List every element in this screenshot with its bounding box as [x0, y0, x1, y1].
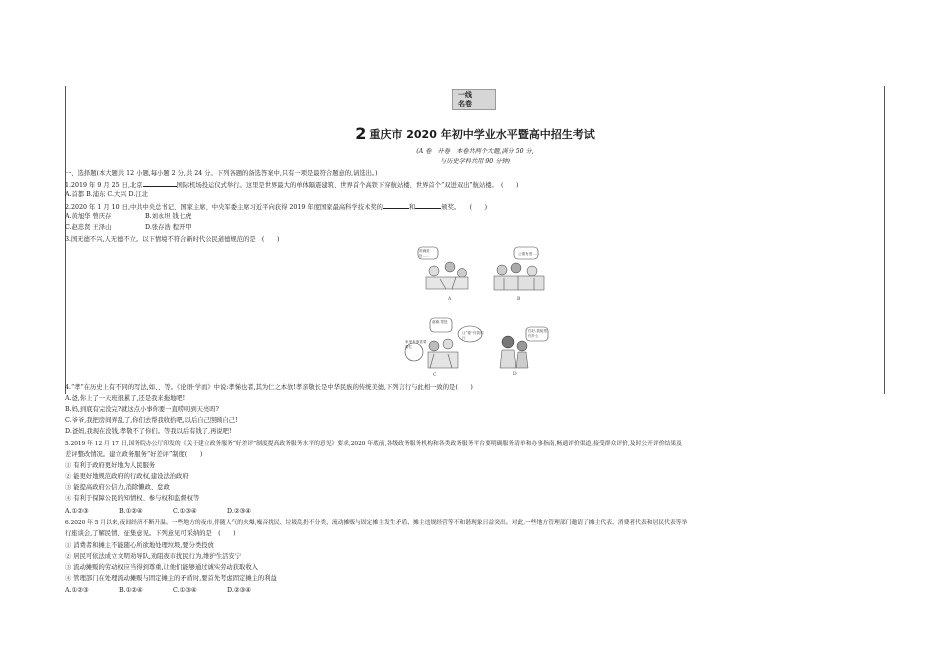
- q3-label-c: C: [433, 373, 437, 378]
- question-5-line-2: 差评整改情况。建立政务服务“好差评”制度( ): [65, 451, 203, 458]
- q2-stem-b: 颁奖。 ( ): [441, 204, 488, 211]
- q6-options: [65, 587, 251, 595]
- badge-line-2: 名卷: [458, 100, 472, 108]
- q4-option-d: D.爸妈,我现在没钱,孝敬不了你们。等我以后有钱了,再说吧!: [65, 428, 232, 435]
- q5-option-c: C.①③④: [173, 508, 197, 515]
- q3-bubble-b: 公德有度……: [518, 252, 540, 256]
- q6-option-b: B.①②④: [119, 587, 143, 594]
- q1-blank: [143, 180, 177, 187]
- q5-statement-1: ① 有利于政府更好地为人民服务: [65, 462, 156, 469]
- q5-option-d: D.②③④: [227, 508, 251, 515]
- q2-option-b: B.刘永坦 钱七虎: [145, 213, 192, 220]
- yixian-mingjuan-badge: [452, 89, 496, 110]
- q6-option-d: D.②③④: [227, 587, 251, 594]
- q3-bubble-c-1: 家里有事需要帮忙: [405, 340, 427, 349]
- q4-option-b: B.妈,到底有完没完?就这点小事你要一直唠叨到天亮吗?: [65, 406, 219, 413]
- q1-stem-b: 国际机场投运仪式举行。这里是世界最大的单体隔震建筑、世界首个高铁下穿航站楼、世界首个“双进双出”航站楼。 ( ): [176, 182, 519, 189]
- q3-label-a: A: [448, 297, 452, 302]
- q4-option-c: C.爷爷,我把房间弄乱了,你们去帮我收拾吧,以后自己照顾自己!: [65, 417, 238, 424]
- q6-statement-4: ④ 管理部门在处理流动摊贩与固定摊主的矛盾时,要首先考虑固定摊主的利益: [65, 575, 277, 582]
- q2-options-row-2: [65, 224, 192, 232]
- paper-number: 2: [355, 124, 367, 143]
- q6-option-c: C.①③④: [173, 587, 197, 594]
- question-5-line-1: 5.2019 年 12 月 17 日,国务院办公厅印发的《关于建立政务服务“好差评”制度提高政务服务水平的意见》要求,2020 年底前,各级政务服务机构和各类政务服务平台要明确服务清单和办事指南,畅通评价渠道,接受群众评价,及时公开评价结果及: [65, 441, 682, 447]
- exam-info-line-1: (A 卷 开卷 本卷共两个大题,满分 50 分,: [416, 148, 534, 155]
- exam-info-line-2: 与历史学科共用 90 分钟): [440, 158, 510, 165]
- q5-options: [65, 508, 251, 516]
- exam-title: [0, 124, 950, 143]
- q3-bubble-a: 准确爱好……: [419, 249, 430, 258]
- q2-option-c: C.赵忠贤 王泽山: [65, 224, 112, 231]
- q6-option-a: A.①②③: [65, 587, 89, 594]
- title-text: 重庆市 2020 年初中学业水平暨高中招生考试: [369, 128, 595, 141]
- question-2: [65, 202, 487, 212]
- q2-stem-mid: 和: [408, 204, 416, 211]
- q3-bubble-d: 你好,我能帮你什么: [528, 329, 548, 338]
- q3-label-d: D: [513, 372, 517, 377]
- q6-statement-2: ② 居民可依法成立文明劝导队,劝阻夜市扰民行为,维护生活安宁: [65, 553, 242, 560]
- q5-statement-2: ② 能更好地规范政府的行政权,建设法治政府: [65, 473, 189, 480]
- q2-blank-1: [383, 202, 409, 209]
- q6-statement-3: ③ 流动摊贩的劳动权应当得到尊重,让他们能够通过诚实劳动获取收入: [65, 564, 258, 571]
- question-4: 4.“孝”在历史上有不同的写法,如、、等。《论语·学而》中说:孝悌也者,其为仁之本欤!孝亲敬长是中华民族的传统美德,下列言行与此相一致的是( ): [65, 384, 473, 391]
- q5-option-b: B.①②④: [119, 508, 143, 515]
- q2-blank-2: [415, 202, 441, 209]
- q2-option-a: A.黄旭华 曾庆存: [65, 213, 112, 220]
- q5-statement-4: ④ 有利于保障公民的知情权、参与权和监督权等: [65, 495, 200, 502]
- section-1-heading: 一、选择题(本大题共 12 小题,每小题 2 分,共 24 分。下列各题的备选答案中,只有一项是最符合题意的,请选出。): [65, 170, 378, 177]
- q3-bubble-c-3: 让“德”伴我同行: [462, 331, 484, 340]
- q5-statement-3: ③ 能提高政府公信力,消除懒政、怠政: [65, 484, 170, 491]
- q2-options-row-1: [65, 213, 191, 221]
- q3-bubble-c-2: 谢谢,帮您: [432, 320, 448, 324]
- question-6-line-1: 6.2020 年 5 月以来,夜间经济不断升温。一些地方的夜市,伴随人气的火爆,噪音扰民、垃圾乱扔不分类、流动摊贩与固定摊主发生矛盾、摊主违规经营等不和谐现象日益突出。对此,一些地方管理部门邀请了摊主代表、消费者代表和居民代表等举: [65, 520, 688, 526]
- q2-option-d: D.张存浩 程开甲: [145, 224, 192, 231]
- q5-option-a: A.①②③: [65, 508, 89, 515]
- q3-label-b: B: [517, 297, 521, 302]
- badge-line-1: 一线: [458, 91, 472, 99]
- question-6-line-2: 行座谈会,了解民情、征集意见。下列意见可采纳的是 ( ): [65, 530, 236, 537]
- question-1: [65, 180, 518, 190]
- q1-options: A.首都 B.浦东 C.大兴 D.江北: [65, 191, 148, 198]
- q6-statement-1: ① 消费者和摊主不能随心所欲地处理垃圾,要分类投放: [65, 542, 214, 549]
- question-3: 3.国无德不兴,人无德不立。以下情境不符合新时代公民道德规范的是 ( ): [65, 236, 280, 243]
- q2-stem-a: 2.2020 年 1 月 10 日,中共中央总书记、国家主席、中央军委主席习近平向获得 2019 年度国家最高科学技术奖的: [65, 204, 383, 211]
- q1-stem-a: 1.2019 年 9 月 25 日,北京: [65, 182, 143, 189]
- q4-option-a: A.爸,你上了一天班很累了,还是我来拖地吧!: [65, 395, 186, 402]
